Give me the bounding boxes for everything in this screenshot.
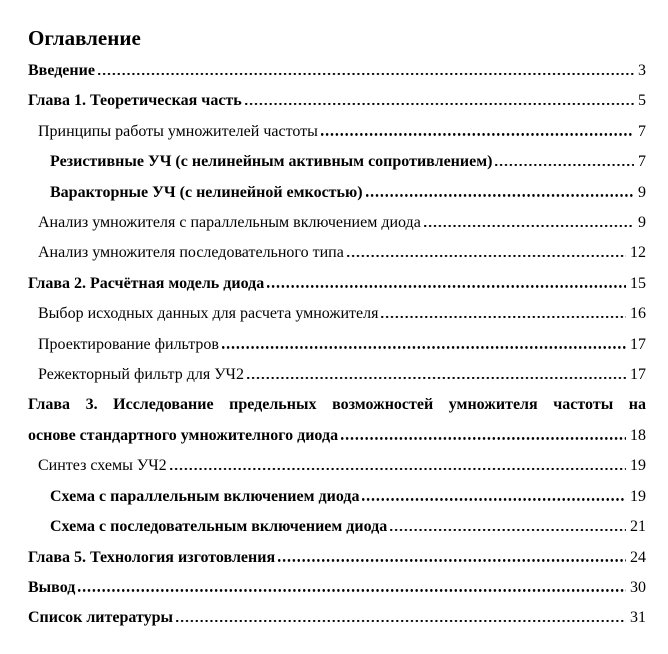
toc-entry[interactable] bbox=[28, 117, 646, 147]
dot-leader bbox=[247, 377, 626, 380]
toc-entry-last-line bbox=[50, 512, 646, 542]
toc-entry[interactable] bbox=[28, 178, 646, 208]
dot-leader bbox=[245, 103, 634, 106]
toc-entry-title: Список литературы bbox=[28, 609, 173, 627]
toc-entry[interactable] bbox=[28, 208, 646, 238]
dot-leader bbox=[341, 437, 626, 440]
toc-entry-page-number: 9 bbox=[638, 183, 646, 201]
toc-entry-last-line bbox=[38, 299, 646, 329]
toc-entry[interactable] bbox=[28, 56, 646, 86]
toc-entry-title: Анализ умножителя последовательного типа bbox=[38, 244, 344, 262]
dot-leader bbox=[424, 225, 634, 228]
toc-entry-title: Вывод bbox=[28, 578, 76, 596]
toc-entry-page-number: 16 bbox=[630, 305, 646, 323]
toc-entry-page-number: 9 bbox=[638, 214, 646, 232]
dot-leader bbox=[390, 529, 626, 532]
toc-entry-title: Резистивные УЧ (с нелинейным активным сопротивлением) bbox=[50, 153, 493, 171]
toc-entry-page-number: 19 bbox=[630, 487, 646, 505]
toc-entry[interactable] bbox=[28, 482, 646, 512]
toc-entry-page-number: 24 bbox=[630, 548, 646, 566]
toc-entry-page-number: 31 bbox=[630, 609, 646, 627]
toc-entry-last-line bbox=[28, 56, 646, 86]
toc-entry-last-line bbox=[28, 421, 646, 451]
toc-entry-last-line bbox=[28, 86, 646, 116]
toc-entry-page-number: 21 bbox=[630, 518, 646, 536]
toc-entry-page-number: 18 bbox=[630, 426, 646, 444]
dot-leader bbox=[176, 620, 626, 623]
toc-entry-last-line bbox=[50, 178, 646, 208]
toc-entry-page-number: 19 bbox=[630, 457, 646, 475]
toc-entry-last-line bbox=[38, 360, 646, 390]
toc-entry-title: Глава 1. Теоретическая часть bbox=[28, 92, 242, 110]
toc-entry-title: Режекторный фильтр для УЧ2 bbox=[38, 366, 244, 384]
dot-leader bbox=[495, 164, 634, 167]
toc-entry-title: Выбор исходных данных для расчета умножителя bbox=[38, 305, 379, 323]
toc-entry-title: Анализ умножителя с параллельным включением диода bbox=[38, 214, 421, 232]
dot-leader bbox=[366, 194, 634, 197]
toc-entry[interactable] bbox=[28, 269, 646, 299]
toc-entry[interactable] bbox=[28, 573, 646, 603]
toc-entry-page-number: 3 bbox=[638, 62, 646, 79]
toc-entry[interactable] bbox=[28, 238, 646, 268]
toc-entry-page-number: 30 bbox=[630, 578, 646, 596]
toc-entry-page-number: 7 bbox=[638, 122, 646, 140]
toc-entry[interactable] bbox=[28, 86, 646, 116]
dot-leader bbox=[362, 498, 626, 501]
toc-list bbox=[28, 56, 646, 634]
toc-entry-last-line bbox=[38, 238, 646, 268]
toc-entry-title: Варакторные УЧ (с нелинейной емкостью) bbox=[50, 183, 363, 201]
toc-entry-title: основе стандартного умножителного диода bbox=[28, 426, 339, 444]
toc-entry-page-number: 5 bbox=[638, 92, 646, 110]
toc-entry[interactable] bbox=[28, 512, 646, 542]
dot-leader bbox=[347, 255, 626, 258]
toc-entry-title: Синтез схемы УЧ2 bbox=[38, 457, 167, 475]
dot-leader bbox=[78, 589, 626, 592]
toc-entry[interactable] bbox=[28, 390, 646, 451]
toc-entry-title-line: Глава 3. Исследование предельных возможностей умножителя частоты на bbox=[28, 396, 646, 414]
dot-leader bbox=[170, 468, 626, 471]
toc-entry-wrap-lines bbox=[28, 390, 646, 420]
toc-entry[interactable] bbox=[28, 147, 646, 177]
toc-entry[interactable] bbox=[28, 603, 646, 633]
toc-entry-last-line bbox=[28, 543, 646, 573]
toc-entry[interactable] bbox=[28, 451, 646, 481]
toc-entry-last-line bbox=[50, 482, 646, 512]
toc-entry-page-number: 12 bbox=[630, 244, 646, 262]
toc-entry-last-line bbox=[38, 451, 646, 481]
dot-leader bbox=[278, 559, 626, 562]
toc-entry-last-line bbox=[50, 147, 646, 177]
toc-entry-title: Глава 5. Технология изготовления bbox=[28, 548, 276, 566]
toc-entry-page-number: 7 bbox=[638, 153, 646, 171]
toc-entry-title: Принципы работы умножителей частоты bbox=[38, 122, 318, 140]
toc-entry[interactable] bbox=[28, 299, 646, 329]
toc-entry-last-line bbox=[38, 208, 646, 238]
dot-leader bbox=[98, 73, 634, 76]
toc-entry-last-line bbox=[28, 603, 646, 633]
toc-entry-title: Введение bbox=[28, 62, 95, 79]
toc-heading: Оглавление bbox=[28, 26, 141, 50]
toc-entry[interactable] bbox=[28, 360, 646, 390]
toc-entry-last-line bbox=[28, 269, 646, 299]
toc-entry-page-number: 17 bbox=[630, 366, 646, 384]
dot-leader bbox=[267, 285, 626, 288]
toc-entry[interactable] bbox=[28, 543, 646, 573]
toc-entry-title: Проектирование фильтров bbox=[38, 335, 219, 353]
toc-entry-last-line bbox=[38, 330, 646, 360]
dot-leader bbox=[222, 346, 626, 349]
toc-entry-last-line bbox=[28, 573, 646, 603]
toc-entry-title: Глава 2. Расчётная модель диода bbox=[28, 274, 265, 292]
dot-leader bbox=[321, 133, 634, 136]
toc-entry-last-line bbox=[38, 117, 646, 147]
toc-entry[interactable] bbox=[28, 330, 646, 360]
toc-entry-title: Схема с параллельным включением диода bbox=[50, 487, 360, 505]
toc-entry-page-number: 17 bbox=[630, 335, 646, 353]
dot-leader bbox=[381, 316, 626, 319]
toc-entry-title: Схема с последовательным включением диода bbox=[50, 518, 388, 536]
toc-entry-page-number: 15 bbox=[630, 274, 646, 292]
